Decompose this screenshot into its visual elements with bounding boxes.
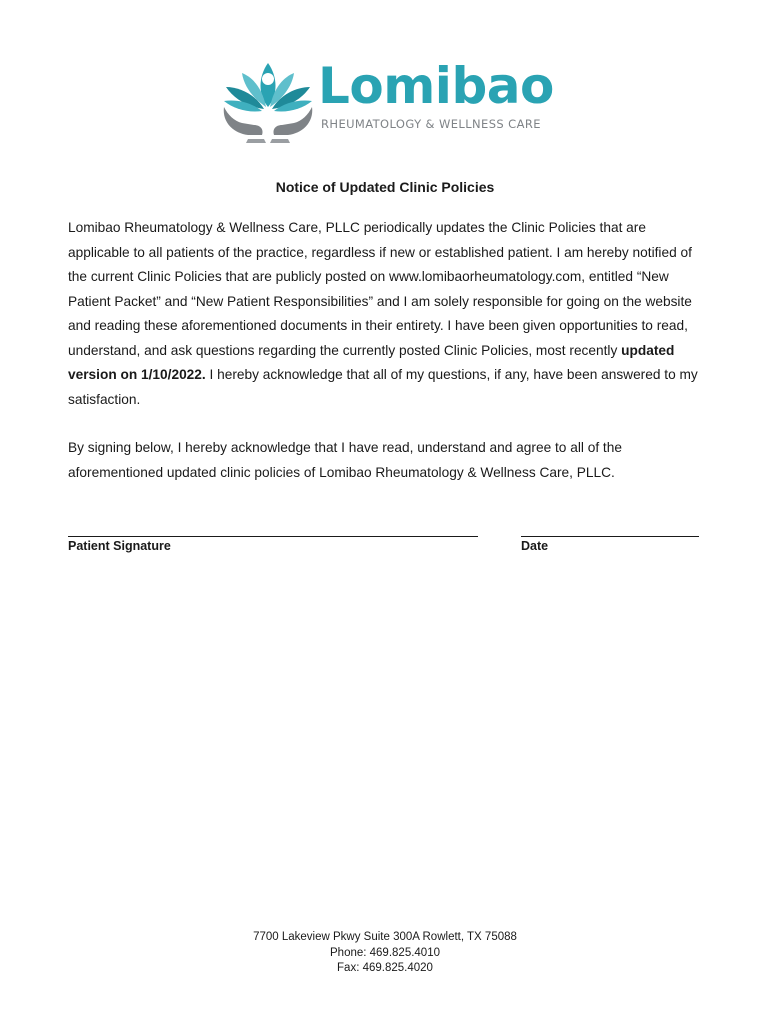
- policy-version-bold: updated version on 1/10/2022.: [68, 342, 675, 382]
- footer-fax: Fax: 469.825.4020: [337, 962, 433, 974]
- acknowledgement-paragraph: By signing below, I hereby acknowledge that I have read, understand and agree to all of the aforementioned updated clinic policies of Lomibao Rheumatology & Wellness Care, PLLC.: [68, 440, 622, 480]
- footer-address: 7700 Lakeview Pkwy Suite 300A Rowlett, TX 75088: [253, 931, 517, 943]
- brand-tagline: RHEUMATOLOGY & WELLNESS CARE: [321, 117, 541, 131]
- lotus-hands-icon: [218, 55, 318, 145]
- patient-signature-label: Patient Signature: [68, 539, 171, 553]
- document-title: Notice of Updated Clinic Policies: [275, 179, 495, 195]
- footer-phone: Phone: 469.825.4010: [330, 946, 440, 959]
- date-signature-line[interactable]: [521, 520, 699, 537]
- footer-contact: [0, 930, 770, 977]
- date-label: Date: [521, 539, 549, 553]
- brand-name: Lomibao: [318, 57, 554, 115]
- policy-text-lead: Lomibao Rheumatology & Wellness Care, PLLC periodically updates the Clinic Policies that are applicable to all patients of the practice, regardless if new or established patient. I am hereby notified of the current Clinic Policies that are publicly posted on www.lomibaorheumatology.com, entitled “New Patient Packet” and “New Patient Responsibilities” and I am solely responsible for going on the website and reading these aforementioned documents in their entirety. I have been given opportunities to read, understand, and ask questions regarding the currently posted Clinic Policies, most recently: [68, 220, 692, 358]
- policy-paragraph: [68, 216, 708, 412]
- clinic-logo: [218, 55, 558, 145]
- policy-text-tail: I hereby acknowledge that all of my questions, if any, have been answered to my satisfaction.: [68, 367, 698, 407]
- patient-signature-line[interactable]: [68, 520, 478, 537]
